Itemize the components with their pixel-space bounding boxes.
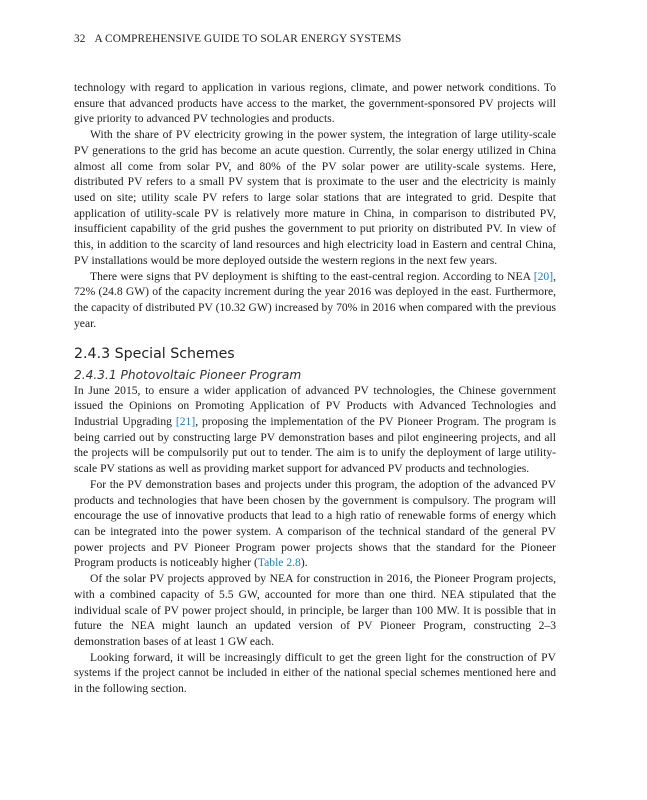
paragraph-4 bbox=[74, 383, 556, 477]
citation-link-21[interactable]: [21] bbox=[175, 414, 196, 428]
paragraph-2: With the share of PV electricity growing in the power system, the integration of large utility-scale PV generations to the grid has become an acute question. Currently, the solar energy utilized in China almost all come from solar PV, and 80% of the PV solar power are utility-scale systems. Here, distributed PV refers to a small PV system that is proximate to the user and the electricity is mainly used on site; utility scale PV refers to large solar stations that are integrated to grid. Despite that application of utility-scale PV is relatively more mature in China, in comparison to distributed PV, insufficient capability of the grid pushes the government to put priority on distributed PV. In view of this, in addition to the scarcity of land resources and high electricity load in Eastern and central China, PV installations would be more deployed outside the western regions in the next few years. bbox=[74, 128, 556, 267]
subsection-heading: 2.4.3.1 Photovoltaic Pioneer Program bbox=[74, 367, 302, 382]
paragraph-4-text-a: In June 2015, to ensure a wider application of advanced PV technologies, the Chinese government issued the Opinions on Promoting Application of PV Products with Advanced Technologies and Industrial Upgrading bbox=[74, 383, 556, 428]
table-link-2-8[interactable]: Table 2.8 bbox=[257, 556, 301, 570]
running-header bbox=[74, 33, 401, 45]
paragraph-6: Of the solar PV projects approved by NEA for construction in 2016, the Pioneer Program projects, with a combined capacity of 5.5 GW, accounted for more than one third. NEA stipulated that the individual scale of PV power project should, in principle, be larger than 100 MW. It is possible that in future the NEA might launch an updated version of PV Pioneer Program, constructing 2–3 demonstration bases of at least 1 GW each. bbox=[74, 572, 556, 648]
paragraph-4-text-b: , proposing the implementation of the PV Pioneer Program. The program is being carried out by constructing large PV demonstration bases and pilot engineering projects, and all the projects will be compulsorily put out to tender. The aim is to unify the deployment of large utility-scale PV stations as well as providing market support for advanced PV products and technologies. bbox=[74, 414, 556, 476]
paragraph-5 bbox=[74, 477, 556, 571]
paragraph-1: technology with regard to application in various regions, climate, and power network conditions. To ensure that advanced products have access to the market, the government-sponsored PV projects will give priority to advanced PV technologies and products. bbox=[74, 81, 556, 126]
citation-link-20[interactable]: [20] bbox=[533, 269, 554, 283]
paragraph-5-text-b: ). bbox=[300, 556, 308, 570]
page-number: 32 bbox=[74, 33, 86, 45]
paragraph-3-text-a: There were signs that PV deployment is shifting to the east-central region. According to NEA bbox=[90, 269, 534, 283]
running-title: A COMPREHENSIVE GUIDE TO SOLAR ENERGY SYSTEMS bbox=[94, 33, 402, 45]
paragraph-7: Looking forward, it will be increasingly difficult to get the green light for the construction of PV systems if the project cannot be included in either of the national special schemes mentioned here and in the following section. bbox=[74, 650, 556, 696]
paragraph-5-text-a: For the PV demonstration bases and projects under this program, the adoption of the advanced PV products and technologies that have been chosen by the government is compulsory. The program will encourage the use of innovative products that lead to a high ratio of renewable forms of energy which can be integrated into the power system. A comparison of the technical standard of the general PV power projects and PV Pioneer Program power projects shows that the standard for the Pioneer Program products is noticeably higher ( bbox=[74, 477, 556, 570]
paragraph-3 bbox=[74, 269, 556, 332]
paragraph-3-text-b: , 72% (24.8 GW) of the capacity increment during the year 2016 was deployed in the east. Furthermore, the capacity of distributed PV (10.32 GW) increased by 70% in 2016 when compared with the previous year. bbox=[74, 269, 556, 330]
body-text bbox=[74, 80, 556, 697]
section-heading: 2.4.3 Special Schemes bbox=[74, 345, 235, 362]
